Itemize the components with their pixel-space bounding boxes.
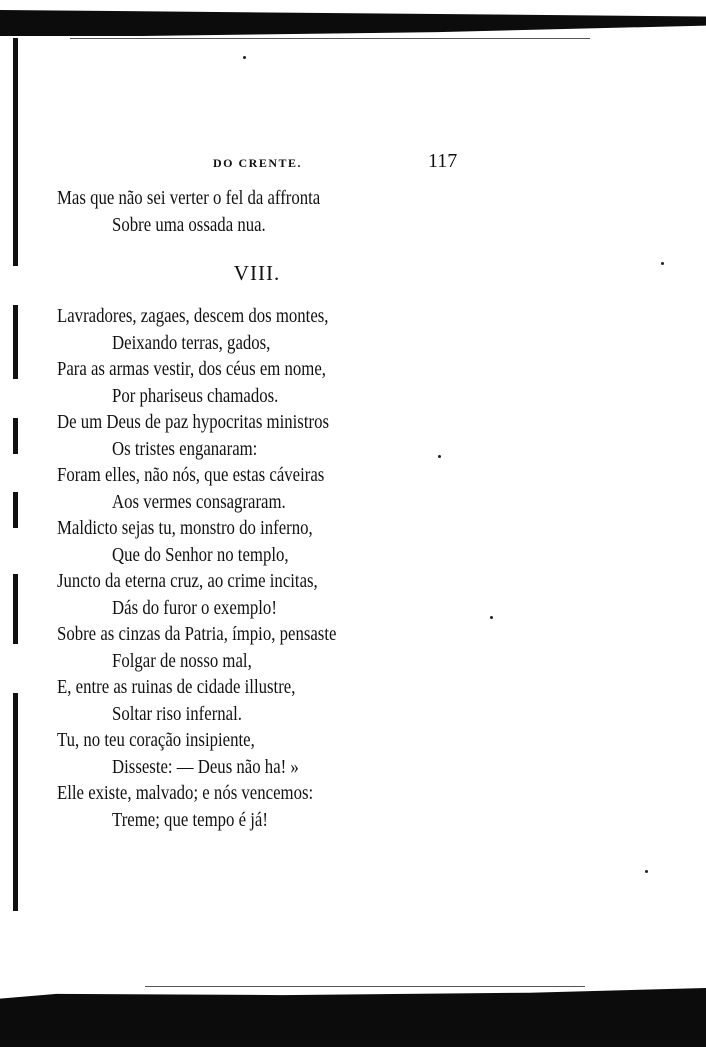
- verse-line: Por phariseus chamados.: [112, 385, 279, 407]
- verse-line: Lavradores, zagaes, descem dos montes,: [57, 306, 329, 327]
- scan-edge-bottom: [0, 988, 706, 1047]
- page-number: 117: [428, 150, 458, 172]
- verse-line: Soltar riso infernal.: [112, 703, 242, 725]
- verse-line: Elle existe, malvado; e nós vencemos:: [57, 783, 314, 804]
- scan-edge-left-6: [13, 693, 18, 911]
- verse-line: Folgar de nosso mal,: [112, 650, 252, 672]
- verse-line: Deixando terras, gados,: [112, 332, 271, 354]
- scan-edge-top: [0, 10, 706, 36]
- ink-speck: [243, 56, 246, 59]
- verse-line: Mas que não sei verter o fel da affronta: [57, 188, 321, 209]
- verse-line: Os tristes enganaram:: [112, 438, 258, 460]
- poem-text: [57, 186, 477, 834]
- verse-line: Foram elles, não nós, que estas cáveiras: [57, 465, 325, 486]
- verse-line: E, entre as ruinas de cidade illustre,: [57, 677, 296, 698]
- verse-line: Treme; que tempo é já!: [112, 809, 268, 831]
- verse-line: Sobre uma ossada nua.: [112, 214, 266, 236]
- verse-line: Disseste: — Deus não ha! »: [112, 756, 299, 778]
- bottom-rule: [145, 986, 585, 987]
- scan-edge-left-2: [13, 305, 18, 379]
- ink-speck: [645, 870, 648, 873]
- running-title: DO CRENTE.: [213, 156, 303, 170]
- scan-edge-left-3: [13, 418, 18, 454]
- verse-line: Tu, no teu coração insipiente,: [57, 730, 255, 751]
- verse-line: Para as armas vestir, dos céus em nome,: [57, 359, 326, 380]
- verse-line: Aos vermes consagraram.: [112, 491, 286, 513]
- ink-speck: [661, 262, 664, 265]
- ink-speck: [490, 616, 493, 619]
- section-heading: VIII.: [233, 261, 281, 285]
- scan-edge-left-4: [13, 492, 18, 528]
- verse-line: Que do Senhor no templo,: [112, 544, 289, 566]
- verse-line: Dás do furor o exemplo!: [112, 597, 277, 619]
- top-rule: [70, 38, 590, 39]
- verse-line: Sobre as cinzas da Patria, ímpio, pensaste: [57, 624, 337, 645]
- verse-line: Juncto da eterna cruz, ao crime incitas,: [57, 571, 318, 592]
- scan-edge-left-1: [13, 38, 18, 266]
- scan-edge-left-5: [13, 574, 18, 644]
- verse-line: De um Deus de paz hypocritas ministros: [57, 412, 329, 433]
- verse-line: Maldicto sejas tu, monstro do inferno,: [57, 518, 313, 539]
